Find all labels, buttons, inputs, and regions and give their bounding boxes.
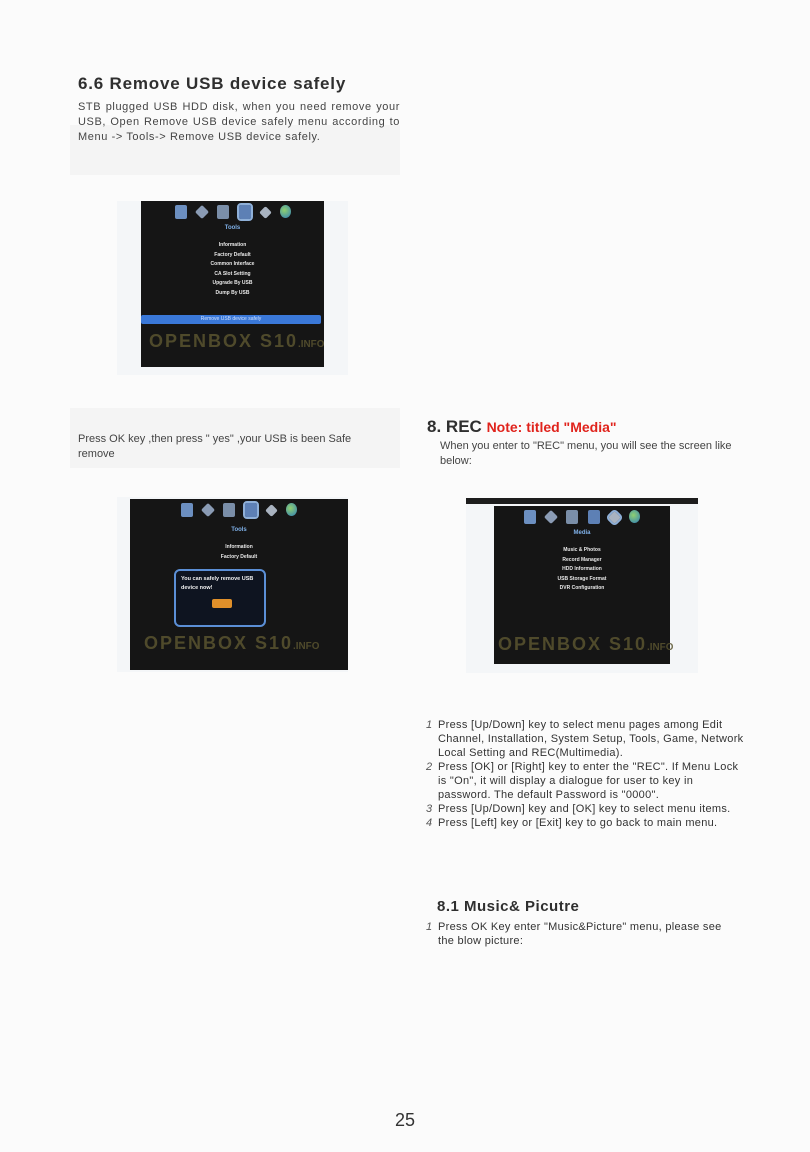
list-item: 1 Press OK Key enter "Music&Picture" menu, please see the blow picture: [426, 921, 722, 947]
satellite-icon [201, 503, 215, 517]
globe-icon [286, 503, 297, 516]
dialog-message: You can safely remove USB device now! [181, 576, 254, 591]
watermark: OPENBOX S10.INFO [149, 331, 325, 351]
dialog-ok-button [212, 599, 232, 608]
rec-steps-list [426, 718, 746, 830]
list-item: 4 Press [Left] key or [Exit] key to go back to main menu. [426, 817, 718, 829]
menu-item-list [141, 241, 324, 298]
menu-item: Music & Photos [563, 547, 601, 553]
satellite-icon [194, 205, 208, 219]
menu-item: Common Interface [210, 261, 255, 267]
remove-confirm-screenshot [117, 497, 348, 672]
section-title: REC [445, 417, 482, 436]
system-setup-icon [566, 510, 578, 524]
menu-item-list [130, 543, 348, 562]
tv-screen [494, 506, 674, 664]
tools-icon [245, 503, 257, 517]
tv-icon [175, 205, 187, 219]
section-heading-music-picture: 8.1 Music& Picutre [437, 898, 580, 915]
rec-description: When you enter to "REC" menu, you will see the screen like below: [440, 440, 732, 467]
menu-item: DVR Configuration [559, 585, 605, 591]
menu-item: Upgrade By USB [212, 280, 253, 286]
menu-item: Information [218, 242, 247, 248]
bezel [466, 498, 698, 504]
system-setup-icon [223, 503, 235, 517]
tv-screen [130, 499, 348, 670]
tools-icon [588, 510, 600, 524]
main-menu-icon-bar [141, 205, 324, 223]
tools-icon [239, 205, 251, 219]
game-icon [259, 206, 272, 219]
tv-icon [524, 510, 536, 524]
menu-item: Factory Default [220, 553, 258, 560]
menu-item: CA Slot Setting [214, 270, 251, 277]
highlighted-menu-item: Remove USB device safely [141, 315, 321, 324]
tv-icon [181, 503, 193, 517]
rec-note: Note: titled "Media" [486, 419, 617, 435]
menu-title: Tools [224, 225, 241, 231]
safe-remove-dialog [174, 569, 266, 627]
menu-item: HDD Information [562, 566, 602, 572]
remove-usb-description: STB plugged USB HDD disk, when you need remove your USB, Open Remove USB device safely menu according to Menu -> Tools-> Remove USB device safely. [78, 101, 400, 143]
main-menu-icon-bar [494, 510, 670, 528]
system-setup-icon [217, 205, 229, 219]
game-icon [265, 504, 278, 517]
watermark: OPENBOX S10.INFO [144, 633, 320, 653]
music-steps-list [426, 920, 726, 948]
tools-menu-screenshot [117, 201, 348, 375]
media-icon [608, 511, 621, 524]
remove-usb-caption: Press OK key ,then press " yes" ,your USB is been Safe remove [78, 433, 352, 460]
section-number: 8. [427, 417, 442, 436]
section-heading-rec [427, 417, 617, 437]
main-menu-icon-bar [130, 503, 348, 521]
section-heading-remove-usb: 6.6 Remove USB device safely [78, 74, 347, 93]
media-menu-screenshot [466, 498, 698, 673]
globe-icon [629, 510, 640, 523]
menu-item: Record Manager [562, 556, 602, 563]
menu-item: USB Storage Format [557, 575, 607, 582]
watermark: OPENBOX S10.INFO [498, 634, 674, 654]
menu-item: Dump By USB [215, 289, 250, 296]
menu-item: Factory Default [214, 251, 251, 258]
list-item: 2 Press [OK] or [Right] key to enter the "REC". If Menu Lock is "On", it will display a dialogue for user to key in password. The default Password is "0000". [426, 761, 739, 801]
list-item: 1 Press [Up/Down] key to select menu pages among Edit Channel, Installation, System Setup, Tools, Game, Network Local Setting and REC(Multimedia). [426, 719, 744, 759]
menu-title: Media [573, 530, 591, 536]
menu-item-list [494, 546, 670, 594]
globe-icon [280, 205, 291, 218]
page-number: 25 [394, 1110, 416, 1130]
list-item: 3 Press [Up/Down] key and [OK] key to select menu items. [426, 803, 731, 815]
menu-title: Tools [231, 527, 247, 533]
menu-item: Information [225, 544, 253, 550]
satellite-icon [544, 510, 558, 524]
tv-screen [141, 201, 324, 367]
